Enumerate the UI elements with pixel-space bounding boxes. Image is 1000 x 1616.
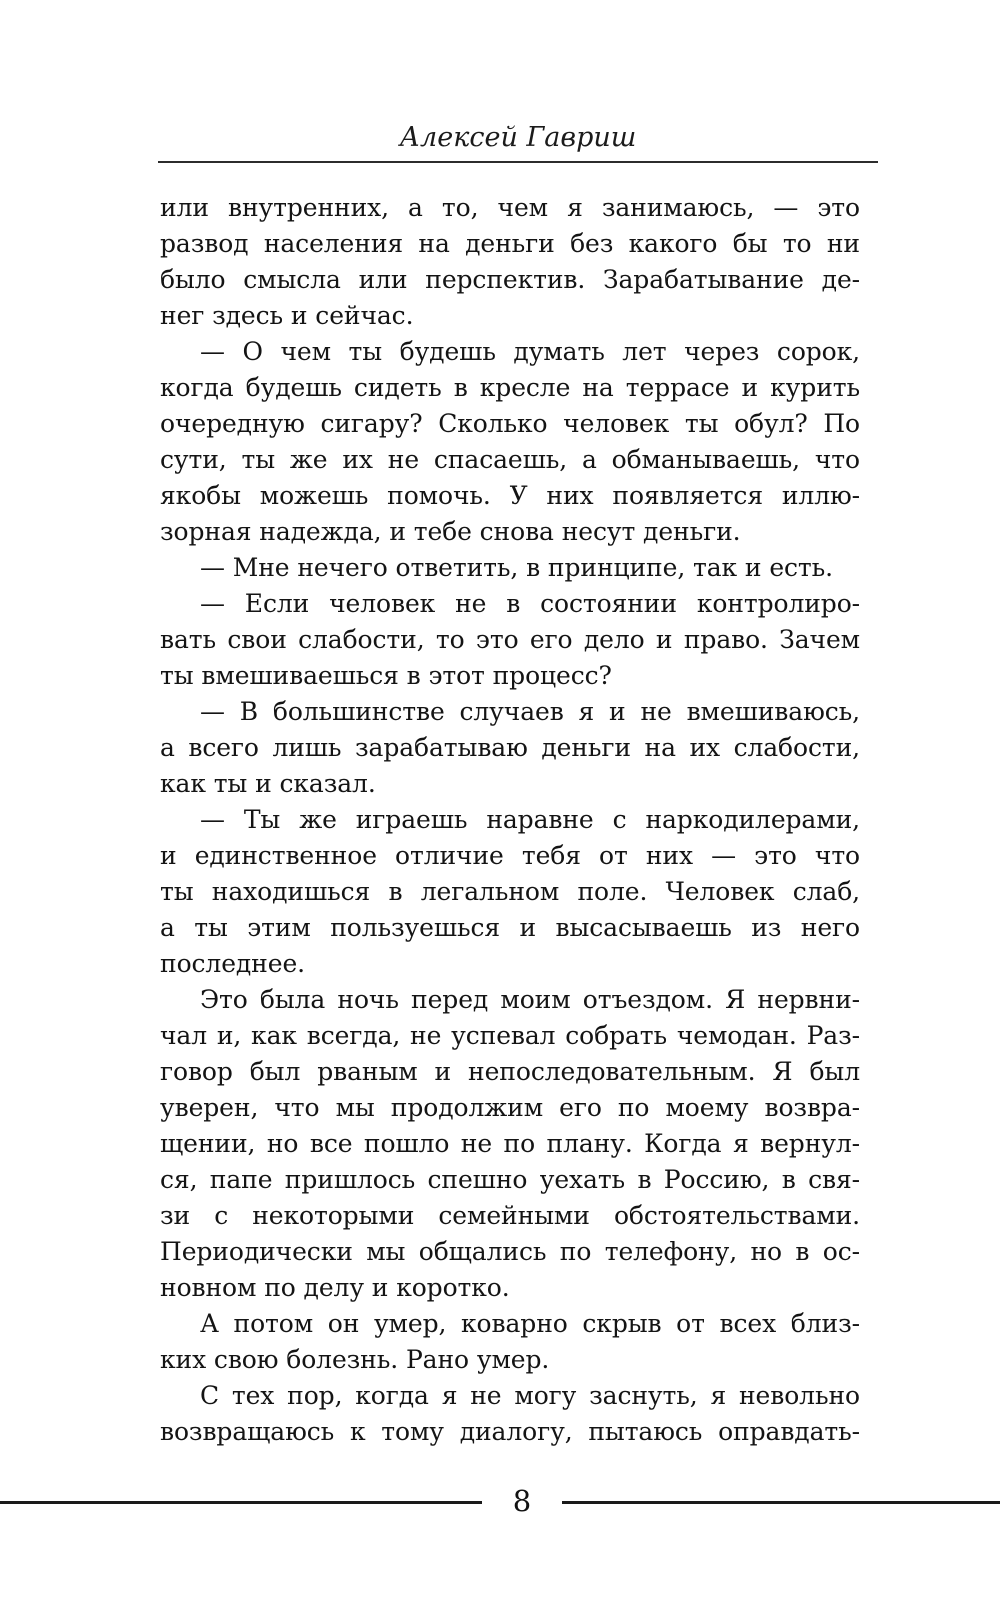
text-line: развод населения на деньги без какого бы то ни <box>160 229 860 258</box>
text-line: возвращаюсь к тому диалогу, пытаюсь оправдать- <box>160 1417 860 1446</box>
paragraph <box>160 190 860 334</box>
text-line: — Если человек не в состоянии контролиро- <box>200 589 860 618</box>
text-line: когда будешь сидеть в кресле на террасе и курить <box>160 373 860 402</box>
text-line: С тех пор, когда я не могу заснуть, я невольно <box>200 1381 860 1410</box>
text-line: а ты этим пользуешься и высасываешь из него <box>160 913 860 942</box>
text-line: ты вмешиваешься в этот процесс? <box>160 661 612 690</box>
text-line: ких свою болезнь. Рано умер. <box>160 1345 550 1374</box>
text-line: нег здесь и сейчас. <box>160 301 414 330</box>
running-header-author: Алексей Гавриш <box>399 122 637 153</box>
text-line: как ты и сказал. <box>160 769 376 798</box>
text-line: Это была ночь перед моим отъездом. Я нервни- <box>200 985 860 1014</box>
text-line: новном по делу и коротко. <box>160 1273 510 1302</box>
text-line: зи с некоторыми семейными обстоятельствами. <box>160 1201 860 1230</box>
text-line: ты находишься в легальном поле. Человек слаб, <box>160 877 860 906</box>
footer-rule-right <box>562 1501 1000 1504</box>
text-line: говор был рваным и непоследовательным. Я был <box>160 1057 860 1086</box>
text-line: сути, ты же их не спасаешь, а обманываешь, что <box>160 445 860 474</box>
header-rule <box>158 161 878 163</box>
text-line: и единственное отличие тебя от них — это что <box>160 841 860 870</box>
text-line: было смысла или перспектив. Зарабатывание де- <box>160 265 860 294</box>
paragraph <box>160 586 860 694</box>
paragraph <box>160 802 860 982</box>
paragraph <box>160 550 860 586</box>
page-number: 8 <box>512 1484 532 1518</box>
text-line: — В большинстве случаев я и не вмешиваюсь, <box>200 697 860 726</box>
paragraph <box>160 1306 860 1378</box>
text-line: щении, но все пошло не по плану. Когда я вернул- <box>160 1129 860 1158</box>
paragraph <box>160 334 860 550</box>
text-line: ся, папе пришлось спешно уехать в Россию, в свя- <box>160 1165 860 1194</box>
footer-rule-left <box>0 1501 482 1504</box>
body-text <box>160 190 860 1450</box>
text-line: якобы можешь помочь. У них появляется иллю- <box>160 481 860 510</box>
paragraph <box>160 1378 860 1450</box>
text-line: — Мне нечего ответить, в принципе, так и есть. <box>200 553 834 582</box>
text-line: вать свои слабости, то это его дело и право. Зачем <box>160 625 860 654</box>
text-line: последнее. <box>160 949 305 978</box>
text-line: очередную сигару? Сколько человек ты обул? По <box>160 409 860 438</box>
text-line: Периодически мы общались по телефону, но в ос- <box>160 1237 860 1266</box>
paragraph <box>160 694 860 802</box>
text-line: — Ты же играешь наравне с наркодилерами, <box>200 805 860 834</box>
text-line: или внутренних, а то, чем я занимаюсь, — это <box>160 193 860 222</box>
text-line: зорная надежда, и тебе снова несут деньги. <box>160 517 741 546</box>
text-line: — О чем ты будешь думать лет через сорок, <box>200 337 860 366</box>
paragraph <box>160 982 860 1306</box>
text-line: а всего лишь зарабатываю деньги на их слабости, <box>160 733 860 762</box>
text-line: А потом он умер, коварно скрыв от всех близ- <box>200 1309 860 1338</box>
text-line: уверен, что мы продолжим его по моему возвра- <box>160 1093 860 1122</box>
text-line: чал и, как всегда, не успевал собрать чемодан. Раз- <box>160 1021 860 1050</box>
